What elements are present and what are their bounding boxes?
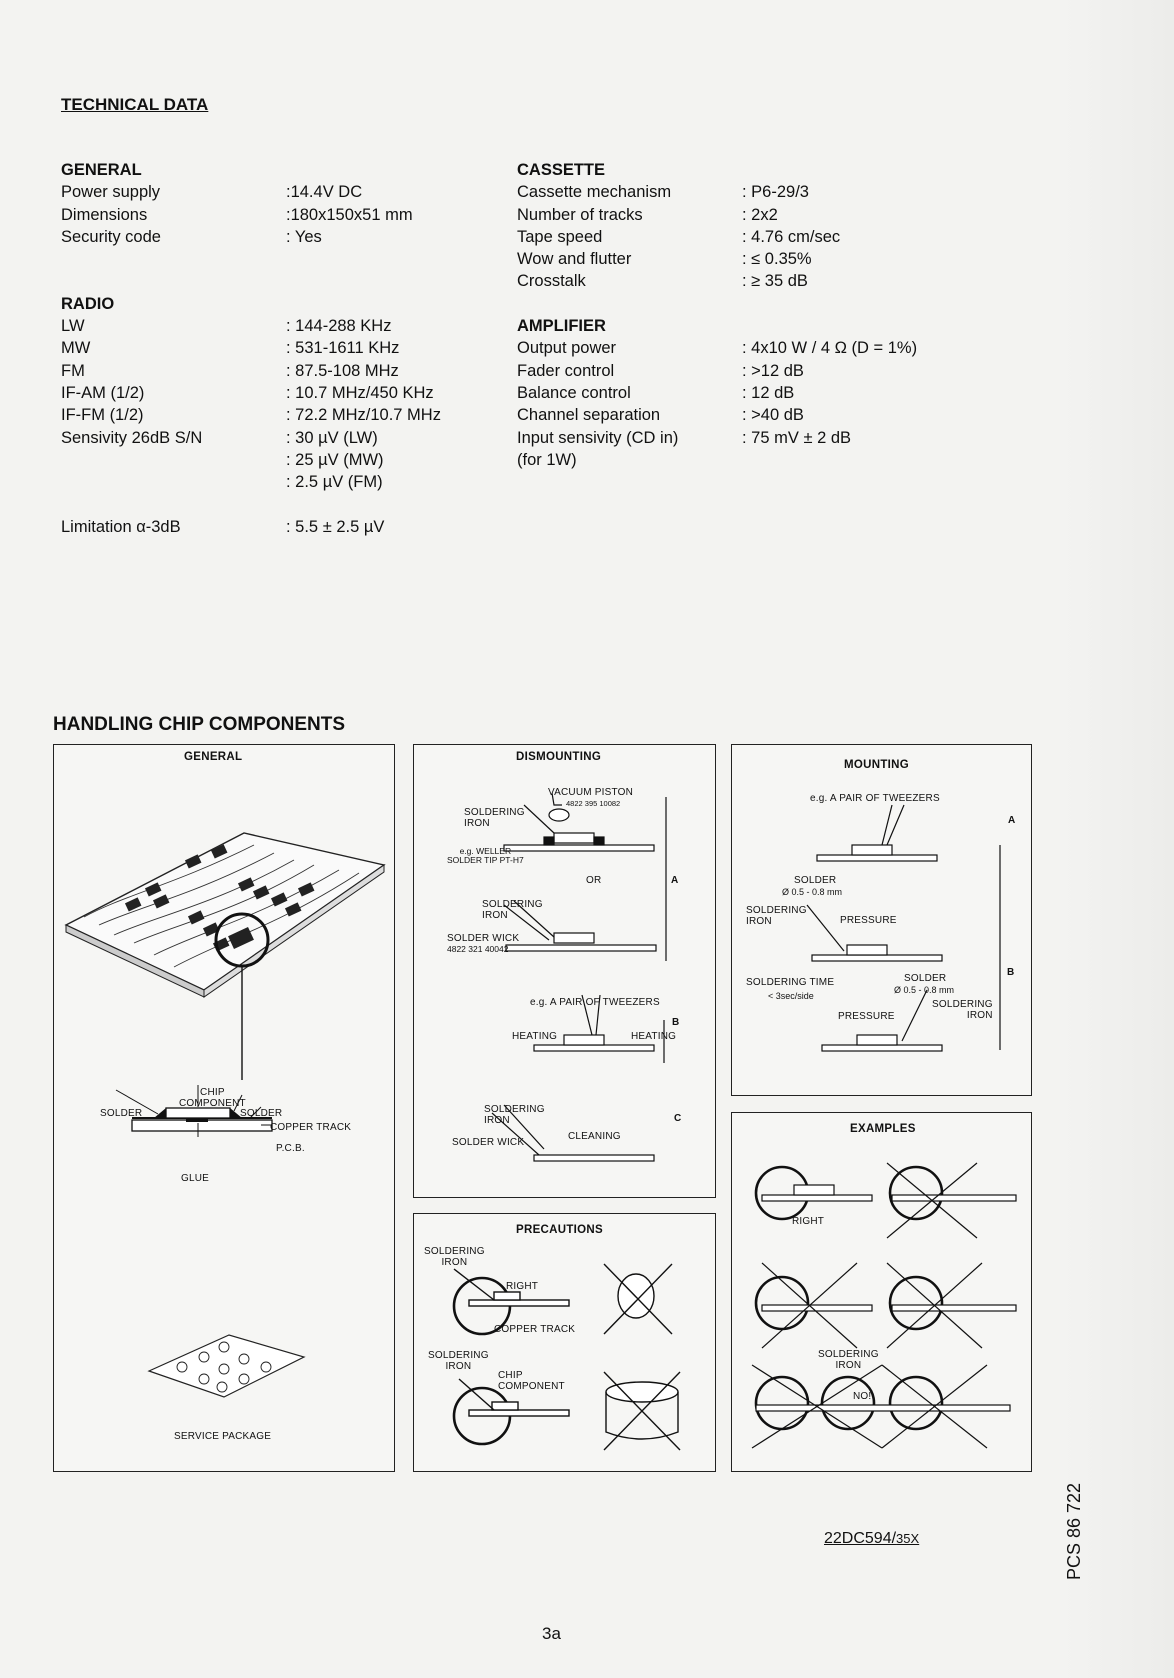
precaution-right-label: RIGHT (506, 1281, 539, 1292)
general-box (53, 744, 395, 1472)
precaution-iron-label-2: SOLDERING IRON (428, 1350, 489, 1372)
pcb-label: P.C.B. (276, 1143, 305, 1154)
examples-iron-label: SOLDERING IRON (818, 1349, 879, 1371)
precaution-chip-label: CHIP COMPONENT (498, 1370, 565, 1392)
spec-row: Wow and flutter : ≤ 0.35% (517, 250, 812, 269)
section-c-label: C (674, 1113, 682, 1124)
examples-illustration (732, 1113, 1031, 1471)
spec-row: IF-FM (1/2) : 72.2 MHz/10.7 MHz (61, 406, 441, 425)
mounting-solder-label: SOLDER (794, 875, 837, 886)
precaution-copper-label: COPPER TRACK (494, 1324, 576, 1335)
service-package-label: SERVICE PACKAGE (174, 1431, 272, 1442)
spec-row: Output power : 4x10 W / 4 Ω (D = 1%) (517, 339, 918, 358)
mounting-iron-label-2: SOLDERING IRON (932, 999, 993, 1021)
mounting-b-label: B (1007, 967, 1015, 978)
precaution-iron-label-1: SOLDERING IRON (424, 1246, 485, 1268)
vacuum-code: 4822 395 10082 (566, 799, 621, 808)
handling-heading: HANDLING CHIP COMPONENTS (53, 714, 346, 735)
solder-wick-label: SOLDER WICK (447, 933, 520, 944)
examples-box-title: EXAMPLES (850, 1123, 916, 1135)
soldering-iron-label-2: SOLDERING IRON (482, 899, 543, 921)
mounting-solder-dia-2: Ø 0.5 - 0.8 mm (894, 985, 955, 995)
spec-row: Input sensivity (CD in) : 75 mV ± 2 dB (517, 428, 852, 447)
general-heading: GENERAL (61, 161, 142, 179)
examples-no-label: NO! (853, 1391, 872, 1402)
page-title: TECHNICAL DATA (61, 95, 209, 114)
spec-row: Limitation α-3dB : 5.5 ± 2.5 µV (61, 517, 385, 536)
amplifier-heading: AMPLIFIER (517, 317, 606, 336)
precautions-box (413, 1213, 716, 1472)
mounting-iron-label-1: SOLDERING IRON (746, 905, 807, 927)
spec-row: Power supply :14.4V DC (61, 183, 363, 202)
soldering-time-label: SOLDERING TIME (746, 977, 835, 988)
page-number: 3a (542, 1624, 561, 1643)
spec-row: Number of tracks : 2x2 (517, 205, 778, 224)
spec-row: Security code : Yes (61, 227, 322, 246)
mounting-pressure-label-2: PRESSURE (838, 1011, 895, 1022)
spec-row: LW : 144-288 KHz (61, 317, 392, 336)
spec-row: Cassette mechanism : P6-29/3 (517, 183, 809, 202)
spec-row: Tape speed : 4.76 cm/sec (517, 227, 841, 246)
spec-row: : 25 µV (MW) (286, 450, 384, 469)
wick-code: 4822 321 40042 (447, 944, 509, 954)
spec-row: (for 1W) (517, 450, 577, 469)
mounting-tweezers-label: e.g. A PAIR OF TWEEZERS (810, 793, 940, 804)
spec-row: Sensivity 26dB S/N : 30 µV (LW) (61, 428, 378, 447)
examples-box (731, 1112, 1032, 1472)
soldering-time-value: < 3sec/side (768, 991, 814, 1001)
mounting-solder-label-2: SOLDER (904, 973, 947, 984)
soldering-iron-label-1: SOLDERING IRON (464, 807, 525, 829)
side-code: PCS 86 722 (1064, 1482, 1084, 1580)
mounting-box (731, 744, 1032, 1096)
spec-row: Fader control : >12 dB (517, 361, 804, 380)
cassette-section (517, 159, 917, 471)
examples-right-label: RIGHT (792, 1216, 825, 1227)
glue-label: GLUE (181, 1173, 210, 1184)
section-a-label: A (671, 875, 679, 886)
mounting-solder-dia: Ø 0.5 - 0.8 mm (782, 887, 843, 897)
spec-row: IF-AM (1/2) : 10.7 MHz/450 KHz (61, 383, 434, 402)
section-b-label: B (672, 1017, 680, 1028)
model-code: 22DC594/35X (824, 1530, 920, 1547)
spec-row: FM : 87.5-108 MHz (61, 361, 399, 380)
mounting-pressure-label-1: PRESSURE (840, 915, 897, 926)
spec-row: Channel separation : >40 dB (517, 406, 804, 425)
mounting-a-label: A (1008, 815, 1016, 826)
general-box-title: GENERAL (184, 751, 243, 763)
chip-component-label: CHIP COMPONENT (179, 1087, 246, 1109)
spec-row: MW : 531-1611 KHz (61, 339, 400, 358)
vacuum-piston-label: VACUUM PISTON (548, 787, 634, 798)
tweezers-label: e.g. A PAIR OF TWEEZERS (530, 997, 660, 1008)
cassette-heading: CASSETTE (517, 161, 606, 179)
solder-left-label: SOLDER (100, 1108, 143, 1119)
general-section (61, 159, 441, 538)
weller-label: e.g. WELLER SOLDER TIP PT-H7 (447, 846, 524, 865)
dismounting-box-title: DISMOUNTING (516, 751, 602, 763)
mounting-box-title: MOUNTING (844, 759, 910, 771)
spec-row: : 2.5 µV (FM) (286, 473, 383, 492)
page-edge (1064, 0, 1174, 1678)
or-label: OR (586, 875, 602, 886)
radio-heading: RADIO (61, 294, 115, 313)
dismounting-box (413, 744, 716, 1198)
heating-left-label: HEATING (512, 1031, 558, 1042)
cleaning-label: CLEANING (568, 1131, 621, 1142)
spec-row: Dimensions :180x150x51 mm (61, 205, 413, 224)
copper-track-label: COPPER TRACK (270, 1122, 352, 1133)
spec-row: Crosstalk : ≥ 35 dB (517, 272, 808, 291)
dismounting-illustration (414, 745, 715, 1197)
solder-right-label: SOLDER (240, 1108, 283, 1119)
precautions-box-title: PRECAUTIONS (516, 1224, 604, 1236)
soldering-iron-label-3: SOLDERING IRON (484, 1104, 545, 1126)
solder-wick-label-c: SOLDER WICK (452, 1137, 525, 1148)
heating-right-label: HEATING (631, 1031, 677, 1042)
spec-row: Balance control : 12 dB (517, 383, 795, 402)
